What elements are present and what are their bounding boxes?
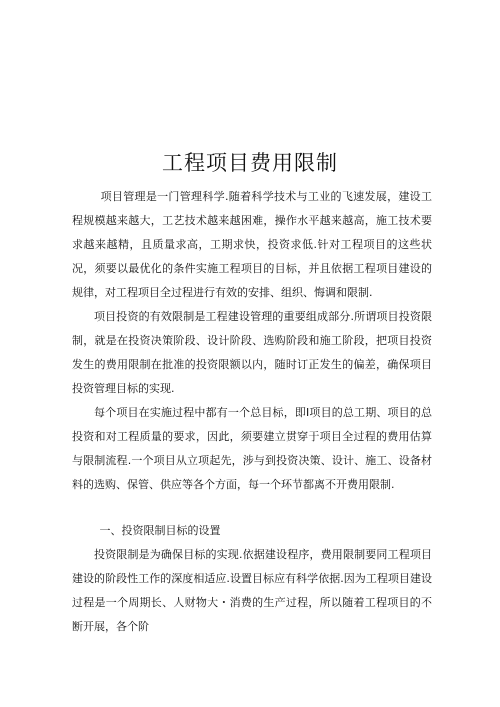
section-heading: 一、投资限制目标的设置 xyxy=(99,524,221,537)
paragraph-investment-control: 项目投资的有效限制是工程建设管理的重要组成部分.所谓项目投资限制，就是在投资决策阶段、设计阶段、选购阶段和施工阶段，把项目投资发生的费用限制在批准的投资限额以内，随时订正发生的偏差，确保项目投资管理目标的实现. xyxy=(72,310,432,395)
paragraph-total-goal: 每个项目在实施过程中都有一个总目标，即I项目的总工期、项目的总投资和对工程质量的要求，因此，须要建立贯穿于项目全过程的费用估算与限制流程.一个项目从立项起先，涉与到投资决策、设计、施工、设备材料的选购、保管、供应等各个方面，每一个环节都离不开费用限制. xyxy=(72,406,432,491)
paragraph-project-management: 项目管理是一门管理科学.随着科学技术与工业的飞速发展，建设工程规模越来越大，工艺技术越来越困难，操作水平越来越高，施工技术要求越来越精，且质量求高，工期求快，投资求低.针对工程项目的这些状况，须要以最优化的条件实施工程项目的目标，并且依据工程项目建设的规律，对工程项目全过程进行有效的安排、组织、悔调和限制. xyxy=(72,190,432,299)
document-body xyxy=(72,185,432,639)
document-title: 工程项目费用限制 xyxy=(162,151,338,175)
paragraph-target-setting: 投资限制是为确保目标的实现.依据建设程序，费用限制要同工程项目建设的阶段性工作的深度相适应.设置目标应有科学依据.因为工程项目建设过程是一个周期长、人财物大・消费的生产过程，所以随着工程项目的不断开展，各个阶 xyxy=(72,548,432,633)
